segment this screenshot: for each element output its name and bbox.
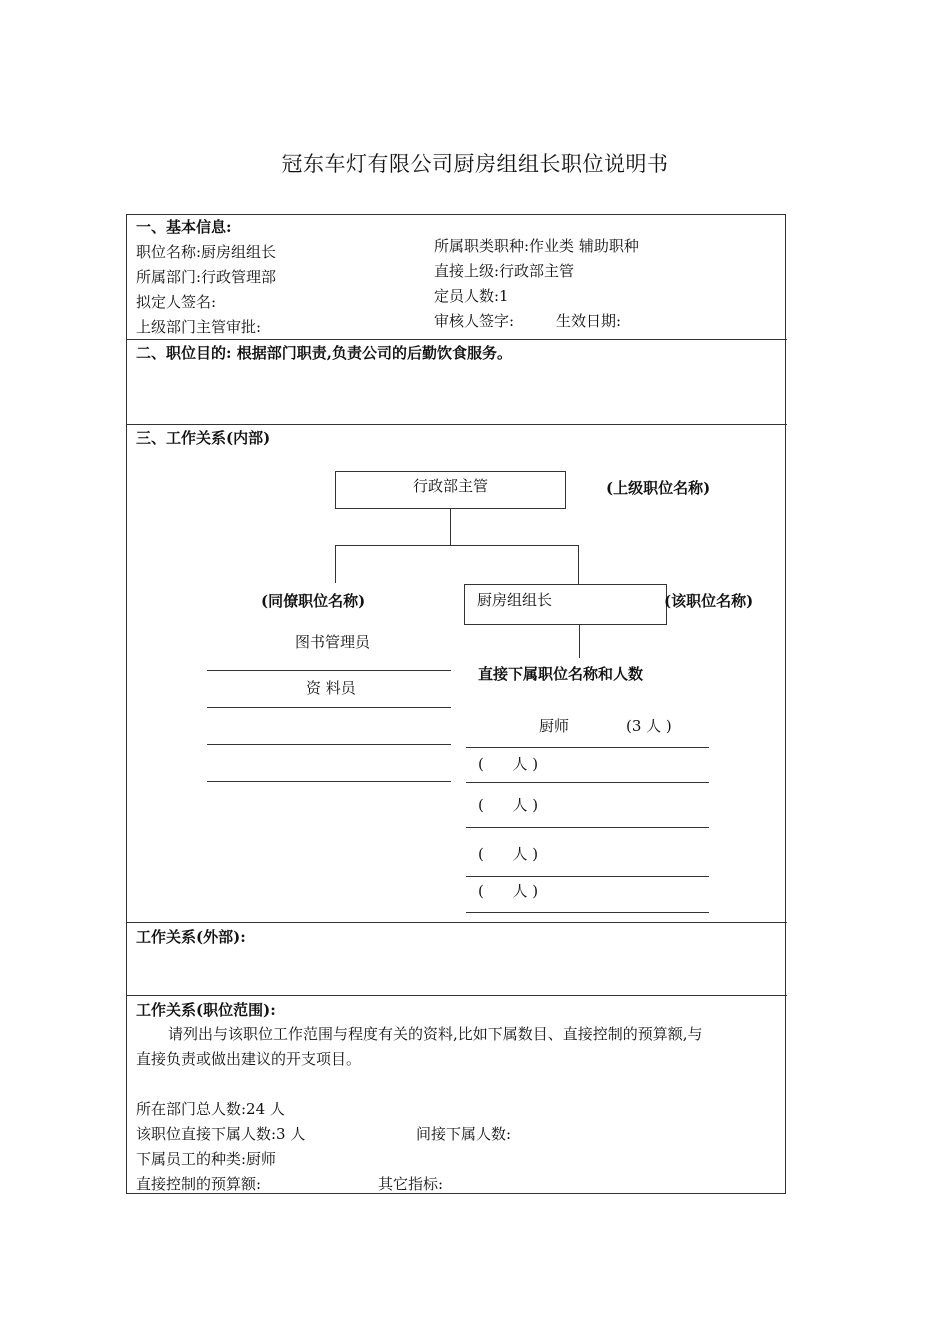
position-purpose: 二、职位目的: 根据部门职责,负责公司的后勤饮食服务。: [136, 344, 512, 362]
self-position-name: 厨房组组长: [477, 591, 553, 609]
scope-instruction-line-1: 请列出与该职位工作范围与程度有关的资料,比如下属数目、直接控制的预算额,与: [168, 1025, 703, 1043]
rule-line: [207, 781, 451, 782]
direct-subordinate-count: 该职位直接下属人数:3 人: [136, 1125, 306, 1143]
subordinate-types: 下属员工的种类:厨师: [136, 1150, 277, 1168]
department-total: 所在部门总人数:24 人: [136, 1100, 285, 1118]
superior-position-label: (上级职位名称): [606, 479, 711, 497]
subordinate-count: ( 人 ): [478, 845, 539, 863]
subordinate-count: ( 人 ): [478, 796, 539, 814]
rule-line: [466, 747, 709, 748]
connector-line: [335, 545, 336, 583]
effective-date: 生效日期:: [556, 312, 622, 330]
rule-line: [466, 782, 709, 783]
budget: 直接控制的预算额:: [136, 1175, 262, 1193]
internal-relations-heading: 三、工作关系(内部): [136, 429, 271, 447]
connector-line: [579, 624, 580, 658]
superior-approval: 上级部门主管审批:: [136, 318, 262, 336]
peer-position-label: (同僚职位名称): [261, 592, 366, 610]
rule-line: [466, 912, 709, 913]
section-divider: [126, 339, 787, 340]
section-divider: [126, 995, 787, 996]
drafter-signature: 拟定人签名:: [136, 293, 217, 311]
subordinate-count: ( 人 ): [478, 755, 539, 773]
position-name: 职位名称:厨房组组长: [136, 243, 277, 261]
connector-line: [335, 545, 579, 546]
indirect-subordinate-count: 间接下属人数:: [416, 1125, 512, 1143]
job-category: 所属职类职种:作业类 辅助职种: [434, 237, 639, 255]
basic-info-heading: 一、基本信息:: [136, 218, 232, 236]
self-position-box: [464, 584, 667, 625]
rule-line: [207, 707, 451, 708]
subordinates-label: 直接下属职位名称和人数: [478, 665, 644, 683]
connector-line: [578, 545, 579, 585]
external-relations-heading: 工作关系(外部):: [136, 928, 246, 946]
rule-line: [207, 744, 451, 745]
page-title: 冠东车灯有限公司厨房组组长职位说明书: [281, 152, 669, 176]
rule-line: [207, 670, 451, 671]
subordinate-count: ( 人 ): [478, 882, 539, 900]
reviewer-signature: 审核人签字:: [434, 312, 515, 330]
scope-heading: 工作关系(职位范围):: [136, 1001, 276, 1019]
headcount: 定员人数:1: [434, 287, 509, 305]
peer-item: 资 料员: [306, 679, 356, 697]
section-divider: [126, 922, 787, 923]
self-position-label: (该职位名称): [664, 592, 754, 610]
superior-position-name: 行政部主管: [412, 477, 488, 495]
direct-superior: 直接上级:行政部主管: [434, 262, 575, 280]
subordinate-count: (3 人 ): [626, 717, 672, 735]
section-divider: [126, 424, 787, 425]
rule-line: [466, 876, 709, 877]
superior-position-box: [335, 471, 566, 509]
subordinate-name: 厨师: [539, 717, 570, 735]
peer-item: 图书管理员: [295, 633, 371, 651]
department: 所属部门:行政管理部: [136, 268, 277, 286]
scope-instruction-line-2: 直接负责或做出建议的开支项目。: [136, 1050, 362, 1068]
other-indicators: 其它指标:: [378, 1175, 444, 1193]
rule-line: [466, 827, 709, 828]
connector-line: [450, 508, 451, 545]
